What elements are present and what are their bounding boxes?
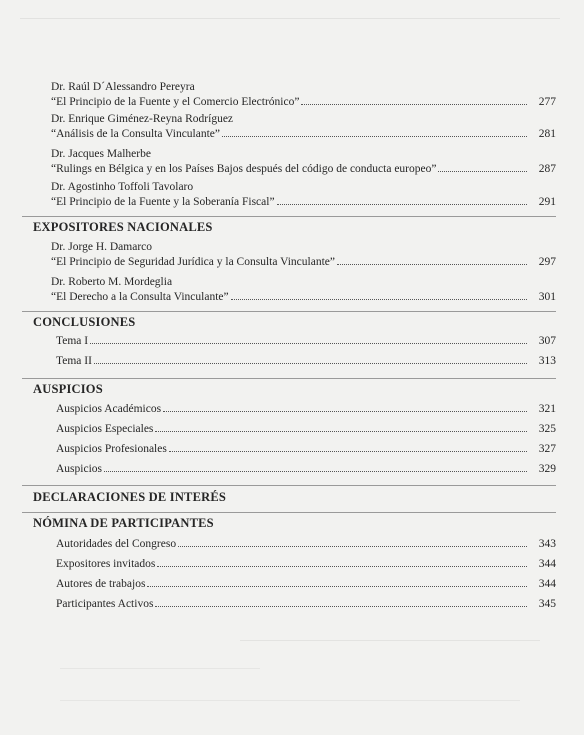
bleed-rule bbox=[60, 700, 520, 701]
row-label: Auspicios Académicos bbox=[56, 403, 162, 415]
row-label: Tema I bbox=[56, 335, 89, 347]
leader-dots bbox=[155, 606, 527, 607]
page-number: 307 bbox=[538, 335, 556, 347]
section-heading: AUSPICIOS bbox=[33, 382, 103, 396]
toc-entry bbox=[51, 275, 556, 305]
toc-row bbox=[56, 403, 556, 415]
row-label: Autoridades del Congreso bbox=[56, 538, 177, 550]
toc-entry bbox=[51, 80, 556, 110]
leader-dots bbox=[104, 471, 527, 472]
section-heading: EXPOSITORES NACIONALES bbox=[33, 220, 213, 234]
section-heading: NÓMINA DE PARTICIPANTES bbox=[33, 516, 214, 530]
leader-dots bbox=[438, 171, 527, 172]
section-divider bbox=[22, 311, 556, 312]
toc-row bbox=[56, 558, 556, 570]
page-number: 301 bbox=[538, 291, 556, 303]
page-number: 325 bbox=[538, 423, 556, 435]
toc-entry bbox=[51, 180, 556, 210]
entry-author: Dr. Roberto M. Mordeglia bbox=[51, 276, 173, 288]
section-heading: CONCLUSIONES bbox=[33, 315, 136, 329]
page-number: 345 bbox=[538, 598, 556, 610]
leader-dots bbox=[169, 451, 527, 452]
page-number: 343 bbox=[538, 538, 556, 550]
leader-dots bbox=[157, 566, 527, 567]
page-number: 327 bbox=[538, 443, 556, 455]
page-number: 321 bbox=[538, 403, 556, 415]
bleed-rule bbox=[240, 640, 540, 641]
entry-author: Dr. Enrique Giménez-Reyna Rodríguez bbox=[51, 113, 234, 125]
entry-author: Dr. Raúl D´Alessandro Pereyra bbox=[51, 81, 195, 93]
section-divider bbox=[22, 512, 556, 513]
leader-dots bbox=[231, 299, 527, 300]
toc-row bbox=[56, 598, 556, 610]
section-divider bbox=[22, 485, 556, 486]
entry-author: Dr. Agostinho Toffoli Tavolaro bbox=[51, 181, 194, 193]
leader-dots bbox=[337, 264, 527, 265]
toc-row bbox=[56, 578, 556, 590]
leader-dots bbox=[90, 343, 527, 344]
entry-title: “El Principio de la Fuente y la Soberanía Fiscal” bbox=[51, 196, 275, 208]
leader-dots bbox=[222, 136, 527, 137]
page-number: 277 bbox=[538, 96, 556, 108]
leader-dots bbox=[94, 363, 527, 364]
leader-dots bbox=[147, 586, 527, 587]
row-label: Participantes Activos bbox=[56, 598, 154, 610]
toc-row bbox=[56, 443, 556, 455]
entry-title: “El Derecho a la Consulta Vinculante” bbox=[51, 291, 229, 303]
page-number: 297 bbox=[538, 256, 556, 268]
row-label: Auspicios Especiales bbox=[56, 423, 154, 435]
toc-entry bbox=[51, 240, 556, 270]
entry-title: “Análisis de la Consulta Vinculante” bbox=[51, 128, 221, 140]
section-divider bbox=[22, 216, 556, 217]
page-number: 344 bbox=[538, 578, 556, 590]
page-number: 281 bbox=[538, 128, 556, 140]
bleed-rule bbox=[60, 668, 260, 669]
row-label: Autores de trabajos bbox=[56, 578, 146, 590]
row-label: Expositores invitados bbox=[56, 558, 156, 570]
toc-row bbox=[56, 423, 556, 435]
row-label: Auspicios bbox=[56, 463, 102, 475]
row-label: Auspicios Profesionales bbox=[56, 443, 167, 455]
toc-row bbox=[56, 538, 556, 550]
page-number: 344 bbox=[538, 558, 556, 570]
toc-entry bbox=[51, 147, 556, 177]
section-divider bbox=[22, 378, 556, 379]
entry-title: “El Principio de la Fuente y el Comercio Electrónico” bbox=[51, 96, 300, 108]
entry-title: “El Principio de Seguridad Jurídica y la Consulta Vinculante” bbox=[51, 256, 335, 268]
leader-dots bbox=[155, 431, 527, 432]
entry-author: Dr. Jorge H. Damarco bbox=[51, 241, 153, 253]
bleed-rule bbox=[20, 18, 560, 19]
leader-dots bbox=[301, 104, 527, 105]
toc-entry bbox=[51, 112, 556, 142]
toc-row bbox=[56, 355, 556, 367]
page-number: 287 bbox=[538, 163, 556, 175]
toc-row bbox=[56, 463, 556, 475]
section-heading: DECLARACIONES DE INTERÉS bbox=[33, 490, 227, 504]
entry-title: “Rulings en Bélgica y en los Países Bajos después del código de conducta europeo” bbox=[51, 163, 437, 175]
page-number: 313 bbox=[538, 355, 556, 367]
leader-dots bbox=[178, 546, 527, 547]
leader-dots bbox=[277, 204, 527, 205]
page-number: 329 bbox=[538, 463, 556, 475]
toc-row bbox=[56, 335, 556, 347]
row-label: Tema II bbox=[56, 355, 92, 367]
leader-dots bbox=[163, 411, 527, 412]
entry-author: Dr. Jacques Malherbe bbox=[51, 148, 151, 160]
page-number: 291 bbox=[538, 196, 556, 208]
